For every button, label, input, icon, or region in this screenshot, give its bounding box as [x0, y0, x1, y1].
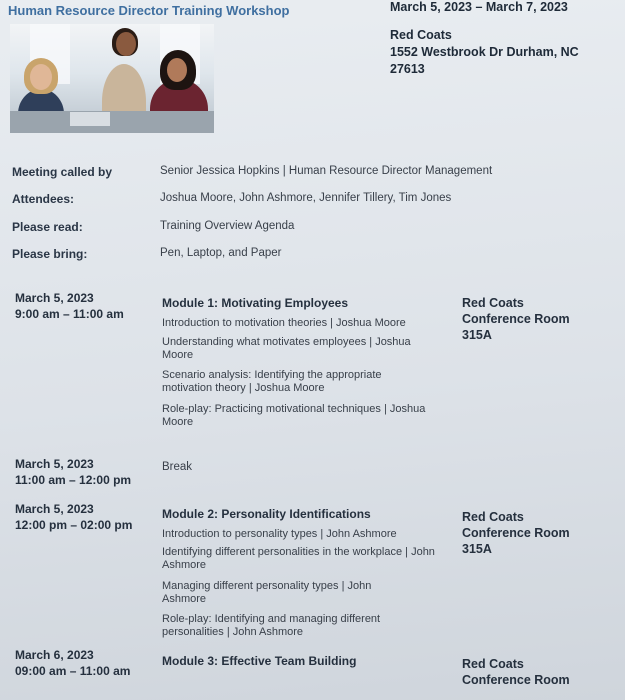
attendees-label: Attendees:	[12, 192, 75, 206]
agenda-4-time: 09:00 am – 11:00 am	[15, 664, 131, 678]
team-meeting-photo	[10, 24, 214, 133]
agenda-1-item: Introduction to motivation theories | Joshua Moore	[162, 317, 406, 329]
agenda-1-location-line3: 315A	[462, 328, 492, 342]
please-bring-value: Pen, Laptop, and Paper	[160, 247, 282, 259]
agenda-3-title: Module 2: Personality Identifications	[162, 507, 371, 521]
venue-name: Red Coats	[390, 28, 452, 42]
agenda-2-when	[15, 456, 131, 488]
agenda-3-item: Introduction to personality types | John Ashmore	[162, 528, 397, 540]
please-read-value: Training Overview Agenda	[160, 220, 295, 232]
agenda-3-item: Managing different personality types | John Ashmore	[162, 580, 372, 605]
agenda-1-location	[462, 295, 570, 343]
agenda-3-item: Identifying different personalities in the workplace | John Ashmore	[162, 546, 435, 571]
venue-address-line2: 27613	[390, 62, 425, 76]
workshop-title: Human Resource Director Training Workshop	[8, 3, 290, 18]
agenda-1-when	[15, 290, 124, 322]
agenda-3-location-line2: Conference Room	[462, 526, 570, 540]
agenda-1-time: 9:00 am – 11:00 am	[15, 307, 124, 321]
please-read-label: Please read:	[12, 220, 83, 234]
agenda-1-item: Role-play: Practicing motivational techniques | Joshua Moore	[162, 403, 426, 428]
agenda-4-title: Module 3: Effective Team Building	[162, 654, 357, 668]
agenda-3-date: March 5, 2023	[15, 502, 94, 516]
meeting-called-by-label: Meeting called by	[12, 165, 113, 179]
attendees-value: Joshua Moore, John Ashmore, Jennifer Tillery, Tim Jones	[160, 192, 452, 204]
agenda-3-when	[15, 501, 132, 533]
agenda-1-item: Scenario analysis: Identifying the appropriate motivation theory | Joshua Moore	[162, 369, 382, 394]
agenda-1-title: Module 1: Motivating Employees	[162, 296, 349, 310]
please-bring-label: Please bring:	[12, 247, 88, 261]
agenda-1-date: March 5, 2023	[15, 291, 94, 305]
agenda-4-date: March 6, 2023	[15, 648, 94, 662]
agenda-4-when	[15, 647, 130, 679]
agenda-2-date: March 5, 2023	[15, 457, 94, 471]
agenda-4-location-line1: Red Coats	[462, 657, 524, 671]
agenda-3-location	[462, 509, 570, 557]
agenda-1-item: Understanding what motivates employees | Joshua Moore	[162, 336, 411, 361]
agenda-4-location	[462, 656, 570, 688]
agenda-4-location-line2: Conference Room	[462, 673, 570, 687]
agenda-3-time: 12:00 pm – 02:00 pm	[15, 518, 133, 532]
agenda-3-location-line3: 315A	[462, 542, 492, 556]
meeting-called-by-value: Senior Jessica Hopkins | Human Resource Director Management	[160, 165, 493, 177]
workshop-dates: March 5, 2023 – March 7, 2023	[390, 0, 568, 14]
agenda-2-break: Break	[162, 461, 193, 473]
agenda-3-location-line1: Red Coats	[462, 510, 524, 524]
venue-block	[390, 27, 610, 78]
venue-address-line1: 1552 Westbrook Dr Durham, NC	[390, 45, 579, 59]
agenda-3-item: Role-play: Identifying and managing different personalities | John Ashmore	[162, 613, 381, 638]
agenda-1-location-line1: Red Coats	[462, 296, 524, 310]
agenda-2-time: 11:00 am – 12:00 pm	[15, 473, 132, 487]
agenda-1-location-line2: Conference Room	[462, 312, 570, 326]
